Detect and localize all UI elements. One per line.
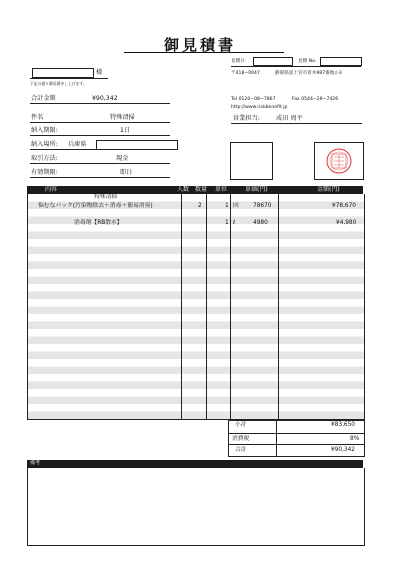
company-seal-icon bbox=[315, 143, 363, 179]
document-title: 御見積書 bbox=[163, 36, 236, 54]
company-address: 静岡県富士宮市青木987番地の3 bbox=[275, 71, 342, 76]
subject-value: 特殊清掃 bbox=[110, 114, 135, 121]
item-2-name: 消毒剤【RB散水】 bbox=[74, 220, 123, 226]
subtotal-label: 小計 bbox=[235, 422, 247, 428]
subtotal-value: ¥83,650 bbox=[331, 422, 355, 428]
customer-underline bbox=[30, 78, 108, 79]
estimate-no-label: 見積 No. bbox=[298, 59, 317, 64]
grand-total-value: ¥90,342 bbox=[331, 447, 355, 453]
delivery-underline bbox=[30, 135, 170, 136]
place-underline bbox=[30, 149, 170, 150]
item-1-unit-price: 78670 bbox=[253, 203, 272, 209]
header-qty: 数量 bbox=[195, 186, 208, 193]
notes-header bbox=[27, 460, 363, 468]
totals-row-total bbox=[229, 444, 364, 456]
table-header bbox=[27, 186, 363, 194]
date-no-underline bbox=[231, 66, 361, 67]
customer-honorific: 様 bbox=[96, 69, 103, 76]
title-underline bbox=[124, 52, 284, 53]
tax-label: 消費税 bbox=[232, 436, 250, 442]
col-divider-price bbox=[278, 194, 279, 419]
header-people: 人数 bbox=[177, 186, 190, 193]
company-postal: 〒418−0047 bbox=[231, 71, 260, 76]
item-2-qty: 1 bbox=[225, 220, 229, 226]
item-1-qty: 1 bbox=[225, 203, 229, 209]
item-1-amount: ¥78,670 bbox=[332, 203, 356, 209]
total-underline bbox=[30, 103, 170, 104]
stamp-box-seal bbox=[314, 142, 364, 180]
total-amount-value: ¥90,342 bbox=[92, 95, 118, 102]
validity-label: 有効期限: bbox=[31, 169, 58, 176]
item-2-unit-price: 4980 bbox=[253, 220, 268, 226]
estimate-no-redacted bbox=[320, 57, 362, 66]
item-1-name: 悩むなパック(汚染物除去＋消毒＋簡易消臭) bbox=[38, 203, 153, 209]
subject-label: 件名 bbox=[31, 114, 44, 121]
subject-underline bbox=[30, 122, 170, 123]
validity-value: 即日 bbox=[120, 169, 133, 176]
header-unit-price: 単価(円) bbox=[245, 186, 268, 193]
rep-underline bbox=[231, 123, 362, 124]
validity-underline bbox=[30, 177, 170, 178]
col-divider-unit bbox=[230, 194, 231, 419]
notes-body bbox=[27, 468, 365, 546]
header-amount: 金額(円) bbox=[317, 186, 340, 193]
notes-label: 備考 bbox=[30, 460, 41, 466]
delivery-value: 1日 bbox=[120, 127, 131, 134]
place-label: 納入場所: bbox=[31, 141, 58, 148]
item-1-unit: 回 bbox=[233, 203, 239, 209]
rep-name: 成田 周平 bbox=[276, 115, 303, 122]
grand-total-label: 合計 bbox=[235, 447, 247, 453]
payment-value: 現金 bbox=[116, 155, 129, 162]
delivery-label: 納入期限: bbox=[31, 127, 58, 134]
tax-value: 8% bbox=[350, 436, 360, 442]
item-1-heading: 特殊清掃 bbox=[94, 194, 118, 200]
col-divider-people bbox=[181, 194, 182, 419]
total-amount-label: 合計金額 bbox=[31, 95, 56, 102]
items-table bbox=[27, 194, 365, 420]
payment-underline bbox=[30, 163, 170, 164]
payment-label: 取引方法: bbox=[31, 155, 58, 162]
company-url: http://www.riskbenefit.jp bbox=[231, 105, 288, 110]
place-value: 兵庫県 bbox=[68, 141, 87, 148]
header-content: 内容 bbox=[45, 186, 58, 193]
company-tel: Tel 0120−08−7867 bbox=[231, 97, 276, 102]
header-unit: 単位 bbox=[215, 186, 228, 193]
company-fax: Fax 0544−29−7426 bbox=[292, 97, 339, 102]
item-2-amount: ¥4,980 bbox=[336, 220, 357, 226]
totals-box bbox=[228, 420, 365, 457]
customer-name-redacted bbox=[32, 68, 94, 78]
item-1-people: 2 bbox=[198, 203, 202, 209]
estimate-date-label: 見積日: bbox=[231, 59, 247, 64]
stamp-box-empty bbox=[230, 142, 273, 180]
item-2-unit: ℓ bbox=[233, 220, 236, 226]
estimate-date-redacted bbox=[253, 57, 293, 66]
rep-label: 営業担当: bbox=[233, 115, 260, 122]
customer-note: 下記の通り御見積申し上げます。 bbox=[30, 81, 87, 86]
col-divider-qty bbox=[206, 194, 207, 419]
